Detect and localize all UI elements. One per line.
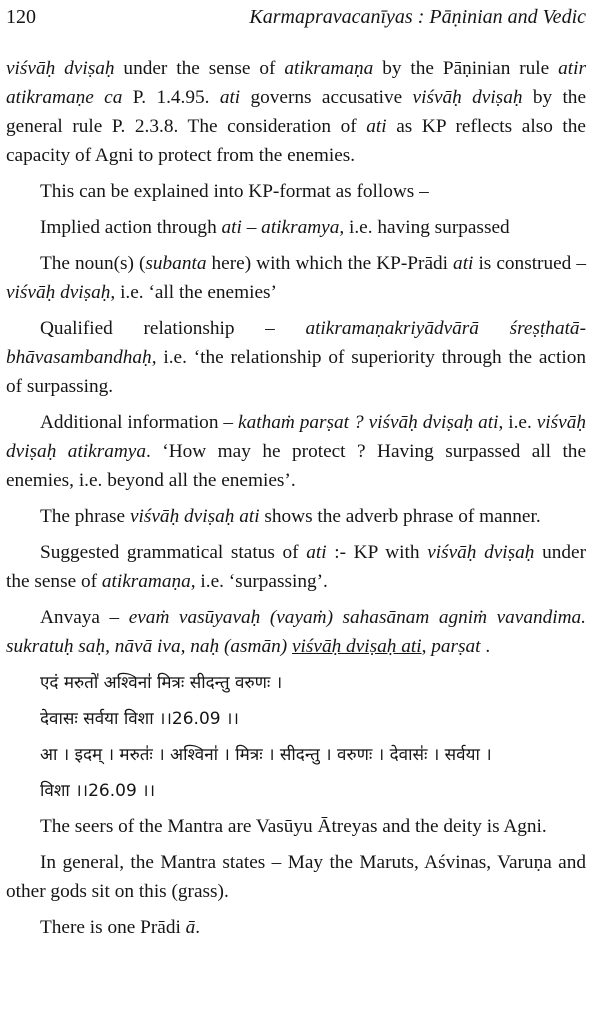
term: ā — [185, 917, 196, 938]
term: ati — [221, 217, 242, 238]
term: atikramaṇa — [284, 58, 374, 79]
text: . ‘How may he protect ? Having surpassed all the enemies, i.e. beyond all the enemies’. — [6, 441, 587, 491]
text: as KP reflects also the capacity of Agni to protect from the enemies. — [6, 116, 586, 166]
mantra-line-2: देवासः सर्वया विशा ।।26.09 ।। — [40, 709, 239, 729]
term: viśvāḥ dviṣaḥ — [6, 58, 115, 79]
paragraph-7 — [6, 502, 586, 531]
text: under the sense of — [114, 58, 285, 79]
text: here) with which the KP-Prādi — [206, 253, 454, 274]
text: . — [195, 917, 201, 938]
text: , i.e. — [498, 412, 537, 433]
page-header — [6, 4, 586, 34]
term: ati — [453, 253, 474, 274]
term: viśvāḥ dviṣaḥ — [6, 282, 111, 303]
text: The noun(s) ( — [40, 253, 146, 274]
term: parṣat — [431, 636, 481, 657]
text: is construed – — [473, 253, 586, 274]
term: viśvāḥ dviṣaḥ — [412, 87, 523, 108]
text: Qualified relationship – — [40, 318, 306, 339]
running-title: Karmapravacanīyas : Pāṇinian and Vedic — [249, 6, 586, 28]
text: shows the adverb phrase of manner. — [259, 506, 541, 527]
term: atikramaṇa — [101, 571, 191, 592]
paragraph-8 — [6, 538, 586, 596]
padapatha-line-2: विशा ।।26.09 ।। — [40, 781, 156, 801]
term: subanta — [145, 253, 207, 274]
term: ati — [306, 542, 327, 563]
text: , i.e. ‘all the enemies’ — [110, 282, 277, 303]
page-body — [6, 54, 586, 942]
text: by the general rule P. 2.3.8. The consideration of — [6, 87, 587, 137]
term: kathaṁ parṣat ? viśvāḥ dviṣaḥ ati — [238, 412, 499, 433]
text: Additional information – — [40, 412, 239, 433]
paragraph-2: This can be explained into KP-format as follows – — [40, 181, 429, 202]
text: P. 1.4.95. — [122, 87, 220, 108]
term: viśvāḥ dviṣaḥ atikramya — [6, 412, 586, 462]
paragraph-5 — [6, 314, 586, 401]
paragraph-3 — [6, 213, 586, 242]
paragraph-11: In general, the Mantra states – May the Maruts, Aśvinas, Varuṇa and other gods sit on this (grass). — [6, 852, 586, 902]
text: Anvaya – — [40, 607, 129, 628]
term: atir atikramaṇe ca — [6, 58, 586, 108]
page-number: 120 — [6, 6, 36, 28]
term: ati — [366, 116, 387, 137]
text: Suggested grammatical status of — [40, 542, 307, 563]
text: , i.e. ‘the relationship of superiority through the action of surpassing. — [6, 347, 586, 397]
term: ati — [219, 87, 241, 108]
term: viśvāḥ dviṣaḥ ati — [129, 506, 260, 527]
term: atikramya — [261, 217, 340, 238]
text: Implied action through — [40, 217, 222, 238]
text: under the sense of — [6, 542, 586, 592]
paragraph-4 — [6, 249, 586, 307]
paragraph-9 — [6, 603, 586, 661]
term: viśvāḥ dviṣaḥ — [427, 542, 535, 563]
text: , — [421, 636, 432, 657]
text: , i.e. ‘surpassing’. — [190, 571, 328, 592]
mantra-line-1: एदं मरुतो॑ अश्विना॑ मित्रः सीदन्तु वरुणः । — [40, 673, 283, 693]
term: atikramaṇakriyādvārā śreṣṭhatā-bhāvasambandhaḥ — [6, 318, 586, 368]
text: There is one Prādi — [40, 917, 186, 938]
paragraph-1 — [6, 54, 586, 170]
paragraph-6 — [6, 408, 586, 495]
text: governs accusative — [240, 87, 413, 108]
text: , i.e. having surpassed — [339, 217, 510, 238]
text: The phrase — [40, 506, 130, 527]
text: . — [480, 636, 491, 657]
text: :- KP with — [326, 542, 428, 563]
text: by the Pāṇinian rule — [373, 58, 559, 79]
padapatha-line-1: आ । इदम् । मरुतः॑ । अश्विना॑ । मित्रः । सीदन्तु । वरुणः । देवासः॑ । सर्वया । — [40, 745, 492, 765]
term: evaṁ vasūyavaḥ (vayaṁ) sahasānam agniṁ vavandima. sukratuḥ saḥ, nāvā iva, naḥ (asmān) — [6, 607, 586, 657]
text: – — [241, 217, 262, 238]
paragraph-10: The seers of the Mantra are Vasūyu Ātreyas and the deity is Agni. — [40, 816, 547, 837]
underlined-term: viśvāḥ dviṣaḥ ati — [291, 636, 422, 657]
paragraph-12 — [6, 913, 586, 942]
